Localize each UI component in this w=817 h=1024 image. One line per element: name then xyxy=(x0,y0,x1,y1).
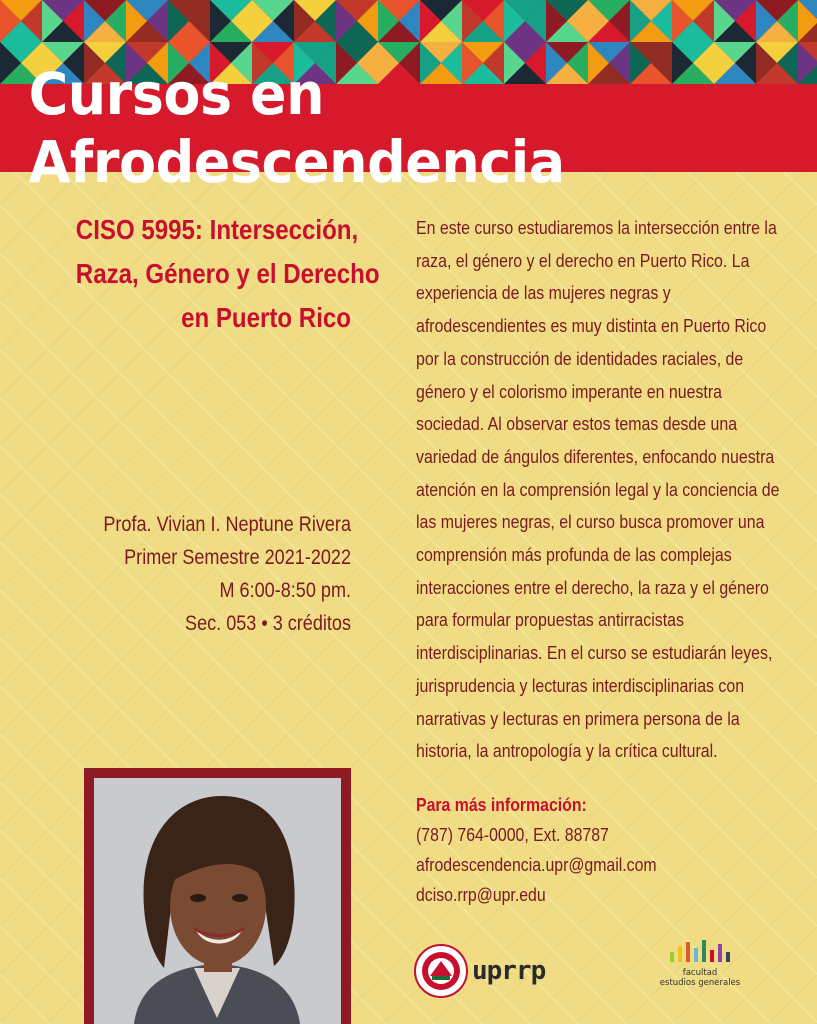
page-title: Cursos en Afrodescendencia xyxy=(28,60,565,196)
feg-line: estudios generales xyxy=(659,978,741,988)
contact-info xyxy=(416,790,796,910)
description-line: variedad de ángulos diferentes, enfocando nuestra xyxy=(416,445,775,467)
description-line: En este curso estudiaremos la intersección entre la xyxy=(416,217,777,238)
description-line: género y el colorismo imperante en nuestra xyxy=(416,380,722,402)
feg-logo-bars xyxy=(650,940,750,962)
feg-logo xyxy=(650,940,750,1000)
description-line: atención en la comprensión legal y la conciencia de xyxy=(416,478,780,500)
contact-phone[interactable]: (787) 764-0000, Ext. 88787 xyxy=(416,825,609,845)
description-line: por la construcción de identidades raciales, de xyxy=(416,347,744,369)
description-line: jurisprudencia y lecturas interdisciplinarias con xyxy=(416,674,745,696)
contact-email-1[interactable]: afrodescendencia.upr@gmail.com xyxy=(416,855,657,875)
uprrp-logo-text: uprrp xyxy=(472,956,546,985)
feg-line: facultad xyxy=(682,968,718,978)
description-line: historia, la antropología y la crítica cultural. xyxy=(416,740,718,762)
professor-portrait xyxy=(94,778,341,1024)
university-seal-icon xyxy=(414,944,468,998)
contact-heading: Para más información: xyxy=(416,795,587,815)
course-title-line: CISO 5995: Intersección, xyxy=(75,214,359,245)
course-info xyxy=(76,508,351,640)
description-line: narrativas y lecturas en primera persona de la xyxy=(416,707,740,729)
contact-email-2[interactable]: dciso.rrp@upr.edu xyxy=(416,885,546,905)
course-title xyxy=(75,208,380,340)
description-line: experiencia de las mujeres negras y xyxy=(416,282,671,304)
description-line: afrodescendientes es muy distinta en Puerto Rico xyxy=(416,315,767,337)
course-title-line: en Puerto Rico xyxy=(181,302,351,333)
description-line: sociedad. Al observar estos temas desde una xyxy=(416,413,738,435)
description-line: raza, el género y el derecho en Puerto Rico. La xyxy=(416,249,750,271)
professor-name: Profa. Vivian I. Neptune Rivera xyxy=(103,513,351,536)
title-band xyxy=(0,60,817,196)
description-line: interacciones entre el derecho, la raza y el género xyxy=(416,576,769,598)
description-line: interdisciplinarias. En el curso se estudiarán leyes, xyxy=(416,642,773,664)
course-description xyxy=(416,212,796,768)
uprrp-logo xyxy=(470,955,600,985)
description-line: comprensión más profunda de las complejas xyxy=(416,544,732,566)
photo-frame xyxy=(84,768,351,1024)
schedule: M 6:00-8:50 pm. xyxy=(219,579,351,602)
semester: Primer Semestre 2021-2022 xyxy=(124,546,351,569)
course-title-line: Raza, Género y el Derecho xyxy=(75,258,380,289)
description-line: para formular propuestas antirracistas xyxy=(416,609,684,631)
section-credits: Sec. 053 • 3 créditos xyxy=(185,612,351,635)
description-line: las mujeres negras, el curso busca promover una xyxy=(416,511,765,533)
